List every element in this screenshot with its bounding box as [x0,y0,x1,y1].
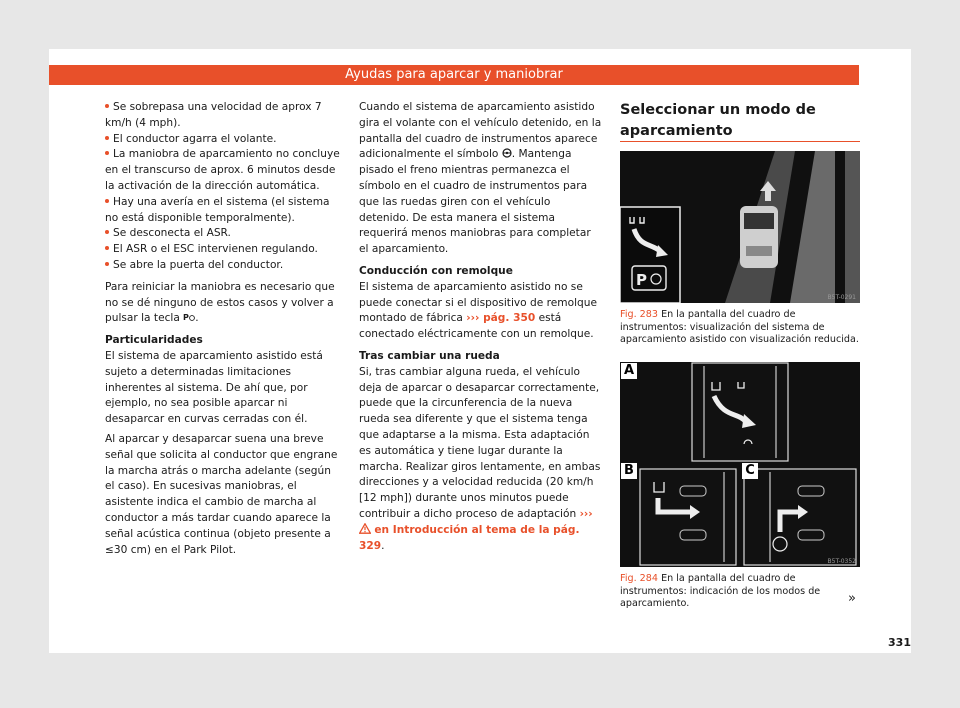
figure-label: Fig. 283 [620,309,658,320]
intro-reference-link[interactable]: en Introducción al tema de la pág. 329 [359,523,580,552]
bullet-item: Se sobrepasa una velocidad de aprox 7 km/h (4 mph). [105,101,322,129]
bullet-icon [105,262,109,266]
park-assist-key-icon [183,312,195,322]
column-1 [105,100,343,558]
svg-text:P: P [183,313,190,323]
paragraph: Cuando el sistema de aparcamiento asistido gira el volante con el vehículo detenido, en la pantalla del cuadro de instrumentos aparece adicionalmente el símbolo . Mantenga pisado el freno mientras permanezca el símbolo en el cuadro de instrumentos para que las ruedas giren con el vehículo detenido. De esta manera el sistema requerirá menos maniobras para completar el aparcamiento. [359,101,602,256]
figure-code: B5T-0352 [827,558,856,565]
bullet-item: El conductor agarra el volante. [105,132,343,148]
paragraph: Si, tras cambiar alguna rueda, el vehículo deja de aparcar o desaparcar correctamente, puede que la circunferencia de la nueva rueda sea diferente y que el sistema tenga que adaptarse a la misma. Esta adaptación es automática y tiene lugar durante la marcha. Realizar giros lentamente, en ambas direcciones y a velocidad reducida (20 km/h [12 mph]) durante unos minutos puede contribuir a dicho proceso de adaptación ››› en Introducción al tema de la pág. 329. [359,365,601,552]
figure-284-caption: Fig. 284 En la pantalla del cuadro de instrumentos: indicación de los modos de aparcamiento. [620,573,821,610]
steering-wheel-icon [502,148,512,158]
bullet-item: Hay una avería en el sistema (el sistema no está disponible temporalmente). [105,195,330,224]
page-reference-link[interactable]: ››› pág. 350 [466,312,536,325]
bullet-icon [105,136,109,140]
continue-icon: » [848,591,856,606]
bullet-item: La maniobra de aparcamiento no concluye en el transcurso de aprox. 6 minutos desde la activación de la dirección automática. [105,148,340,192]
page-number: 331 [888,636,911,649]
bullet-icon [105,246,109,250]
bullet-icon [105,199,109,203]
panel-label-c: C [742,463,758,479]
subheading-particularidades: Particularidades [105,334,203,347]
figure-code: B5T-0291 [827,294,856,301]
restart-paragraph: Para reiniciar la maniobra es necesario que no se dé ninguno de estos casos y volver a pulsar la tecla P . [105,280,335,325]
bullet-item: Se desconecta el ASR. [105,226,343,242]
section-divider [620,141,860,142]
paragraph: El sistema de aparcamiento asistido está sujeto a determinadas limitaciones inherentes al sistema. De ahí que, por ejemplo, no sea posible aparcar ni desaparcar en curvas cerradas con él. [105,349,323,426]
bullet-icon [105,151,109,155]
subheading-remolque: Conducción con remolque [359,264,513,277]
bullet-item: El ASR o el ESC intervienen regulando. [105,242,343,258]
paragraph: Al aparcar y desaparcar suena una breve señal que solicita al conductor que engrane la marcha atrás o marcha adelante (según el caso). En sucesivas maniobras, el asistente indica el cambio de marcha al conductor a más tardar cuando aparece la señal acústica continua (objeto presente a ≤30 cm) en el Park Pilot. [105,432,338,556]
page-header: Ayudas para aparcar y maniobrar [49,65,859,85]
bullet-item: Se abre la puerta del conductor. [105,258,343,274]
figure-283-illustration [620,151,860,303]
section-title: Seleccionar un modo de aparcamiento [620,102,816,139]
figure-label: Fig. 284 [620,573,658,584]
figure-284 [620,362,860,567]
bullet-icon [105,230,109,234]
panel-label-b: B [621,463,637,479]
column-2 [359,100,603,554]
panel-label-a: A [621,363,637,379]
paragraph: El sistema de aparcamiento asistido no se puede conectar si el dispositivo de remolque montado de fábrica ››› pág. 350 está conectado eléctricamente con un remolque. [359,280,597,341]
svg-text:P: P [636,271,647,289]
warning-triangle-icon [359,523,371,534]
bullet-icon [105,104,109,108]
subheading-rueda: Tras cambiar una rueda [359,349,500,362]
figure-283 [620,151,860,303]
reference-arrow[interactable]: ››› [579,507,593,520]
figure-284-illustration [620,362,860,567]
figure-283-caption: Fig. 283 En la pantalla del cuadro de instrumentos: visualización del sistema de aparcamiento asistido con visualización reducida. [620,309,859,346]
